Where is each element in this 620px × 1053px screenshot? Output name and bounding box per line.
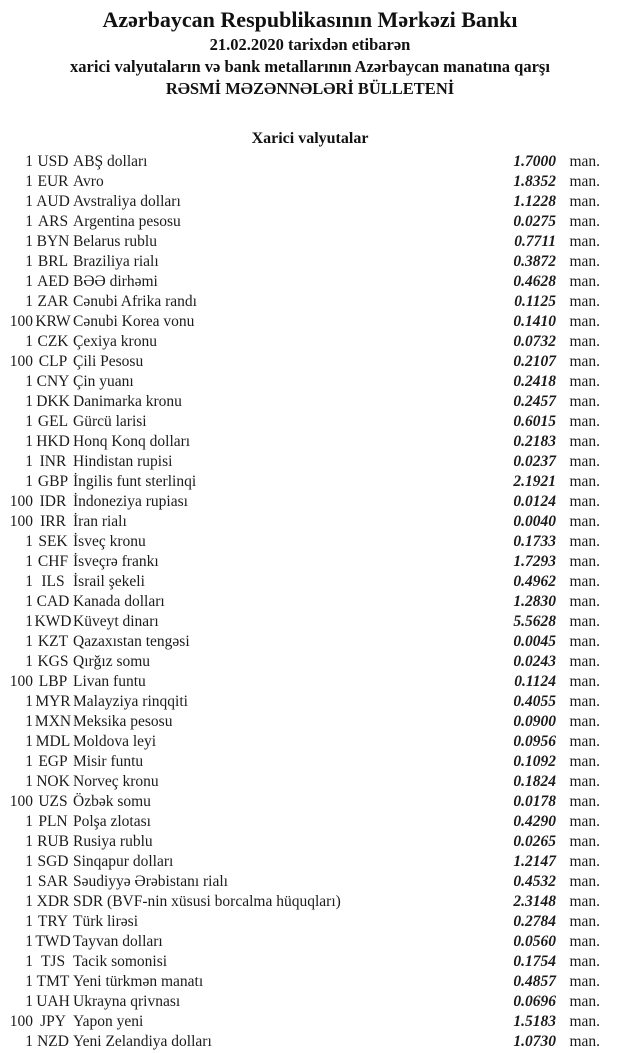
rate-row xyxy=(0,332,620,352)
rate-value-cell: 0.6015 xyxy=(513,413,556,430)
quantity-cell: 1 xyxy=(25,633,33,650)
quantity-cell: 100 xyxy=(9,793,33,810)
unit-cell: man. xyxy=(569,833,600,850)
currency-code-cell: UAH xyxy=(36,993,70,1010)
rate-value-cell: 1.7000 xyxy=(513,153,556,170)
rates-table xyxy=(0,152,620,1052)
rate-row xyxy=(0,852,620,872)
unit-cell: man. xyxy=(569,433,600,450)
currency-code-cell: SAR xyxy=(37,873,69,890)
quantity-cell: 1 xyxy=(25,753,33,770)
currency-name-cell: Cənubi Afrika randı xyxy=(73,293,197,310)
currency-code-cell: GEL xyxy=(37,413,69,430)
rate-value-cell: 0.4628 xyxy=(513,273,556,290)
currency-code-cell: BRL xyxy=(37,253,69,270)
quantity-cell: 1 xyxy=(25,933,33,950)
currency-code-cell: NOK xyxy=(36,773,70,790)
rate-row xyxy=(0,552,620,572)
rate-value-cell: 0.0237 xyxy=(513,453,556,470)
currency-name-cell: SDR (BVF-nin xüsusi borcalma hüquqları) xyxy=(73,893,341,910)
bulletin-title: RƏSMİ MƏZƏNNƏLƏRİ BÜLLETENİ xyxy=(165,79,455,98)
rate-value-cell: 0.0045 xyxy=(513,633,556,650)
unit-cell: man. xyxy=(569,673,600,690)
rate-row xyxy=(0,732,620,752)
unit-cell: man. xyxy=(569,193,600,210)
rate-value-cell: 0.1754 xyxy=(513,953,556,970)
currency-name-cell: Özbək somu xyxy=(73,793,151,810)
currency-code-cell: BYN xyxy=(36,233,70,250)
quantity-cell: 1 xyxy=(25,393,33,410)
currency-name-cell: Livan funtu xyxy=(73,673,146,690)
rate-value-cell: 2.3148 xyxy=(513,893,556,910)
rate-value-cell: 1.5183 xyxy=(513,1013,556,1030)
quantity-cell: 1 xyxy=(25,433,33,450)
unit-cell: man. xyxy=(569,413,600,430)
currency-name-cell: Argentina pesosu xyxy=(73,213,181,230)
currency-code-cell: KGS xyxy=(37,653,69,670)
unit-cell: man. xyxy=(569,913,600,930)
quantity-cell: 1 xyxy=(25,533,33,550)
rate-value-cell: 0.0696 xyxy=(513,993,556,1010)
currency-code-cell: MXN xyxy=(34,713,72,730)
unit-cell: man. xyxy=(569,793,600,810)
currency-code-cell: IDR xyxy=(39,493,67,510)
currency-name-cell: BƏƏ dirhəmi xyxy=(73,273,158,290)
unit-cell: man. xyxy=(569,933,600,950)
unit-cell: man. xyxy=(569,853,600,870)
unit-cell: man. xyxy=(569,553,600,570)
quantity-cell: 1 xyxy=(25,993,33,1010)
unit-cell: man. xyxy=(569,613,600,630)
rate-row xyxy=(0,172,620,192)
currency-code-cell: SGD xyxy=(37,853,69,870)
currency-code-cell: LBP xyxy=(38,673,68,690)
rate-row xyxy=(0,912,620,932)
rate-row xyxy=(0,492,620,512)
currency-code-cell: UZS xyxy=(38,793,68,810)
rate-row xyxy=(0,392,620,412)
rate-row xyxy=(0,692,620,712)
currency-name-cell: İndoneziya rupiası xyxy=(73,493,188,510)
rate-row xyxy=(0,792,620,812)
rate-value-cell: 0.4857 xyxy=(513,973,556,990)
currency-code-cell: ARS xyxy=(37,213,69,230)
rate-row xyxy=(0,672,620,692)
rate-value-cell: 0.0560 xyxy=(513,933,556,950)
rate-row xyxy=(0,752,620,772)
rate-row xyxy=(0,532,620,552)
currency-code-cell: RUB xyxy=(37,833,69,850)
currency-name-cell: Çili Pesosu xyxy=(73,353,144,370)
quantity-cell: 1 xyxy=(25,713,33,730)
rate-row xyxy=(0,572,620,592)
currency-name-cell: İsveç kronu xyxy=(73,533,146,550)
currency-code-cell: ILS xyxy=(41,573,65,590)
currency-code-cell: CNY xyxy=(36,373,70,390)
rate-value-cell: 1.2147 xyxy=(513,853,556,870)
quantity-cell: 1 xyxy=(25,473,33,490)
quantity-cell: 1 xyxy=(25,193,33,210)
currency-code-cell: ZAR xyxy=(37,293,69,310)
unit-cell: man. xyxy=(569,973,600,990)
rate-row xyxy=(0,872,620,892)
unit-cell: man. xyxy=(569,993,600,1010)
quantity-cell: 1 xyxy=(25,293,33,310)
currency-name-cell: Danimarka kronu xyxy=(73,393,182,410)
rate-row xyxy=(0,432,620,452)
currency-code-cell: HKD xyxy=(36,433,70,450)
unit-cell: man. xyxy=(569,1033,600,1050)
quantity-cell: 1 xyxy=(25,953,33,970)
currency-name-cell: Cənubi Korea vonu xyxy=(73,313,195,330)
quantity-cell: 1 xyxy=(25,213,33,230)
rate-value-cell: 0.4962 xyxy=(513,573,556,590)
currency-code-cell: CLP xyxy=(38,353,68,370)
rate-value-cell: 0.0265 xyxy=(513,833,556,850)
currency-code-cell: TMT xyxy=(36,973,70,990)
rate-value-cell: 0.3872 xyxy=(513,253,556,270)
rate-row xyxy=(0,272,620,292)
currency-name-cell: Belarus rublu xyxy=(73,233,157,250)
rate-value-cell: 0.1410 xyxy=(513,313,556,330)
currency-code-cell: AED xyxy=(37,273,69,290)
unit-cell: man. xyxy=(569,513,600,530)
unit-cell: man. xyxy=(569,653,600,670)
unit-cell: man. xyxy=(569,493,600,510)
unit-cell: man. xyxy=(569,253,600,270)
rate-row xyxy=(0,1012,620,1032)
currency-name-cell: Misir funtu xyxy=(73,753,144,770)
unit-cell: man. xyxy=(569,953,600,970)
currency-name-cell: Ukrayna qrivnası xyxy=(73,993,181,1010)
rate-row xyxy=(0,832,620,852)
rate-row xyxy=(0,632,620,652)
currency-code-cell: TWD xyxy=(35,933,71,950)
quantity-cell: 1 xyxy=(25,453,33,470)
rate-value-cell: 0.1092 xyxy=(513,753,556,770)
currency-code-cell: XDR xyxy=(36,893,70,910)
document-header xyxy=(0,6,620,100)
currency-name-cell: Polşa zlotası xyxy=(73,813,151,830)
unit-cell: man. xyxy=(569,333,600,350)
quantity-cell: 1 xyxy=(25,593,33,610)
unit-cell: man. xyxy=(569,873,600,890)
rate-row xyxy=(0,892,620,912)
rate-value-cell: 0.4290 xyxy=(513,813,556,830)
currency-name-cell: Sinqapur dolları xyxy=(73,853,174,870)
rate-value-cell: 0.4532 xyxy=(513,873,556,890)
currency-name-cell: Avro xyxy=(73,173,104,190)
currency-code-cell: KRW xyxy=(35,313,71,330)
unit-cell: man. xyxy=(569,213,600,230)
rate-value-cell: 0.1124 xyxy=(514,673,556,690)
rate-value-cell: 0.2183 xyxy=(513,433,556,450)
quantity-cell: 1 xyxy=(25,573,33,590)
rate-row xyxy=(0,932,620,952)
rate-row xyxy=(0,512,620,532)
quantity-cell: 100 xyxy=(9,1013,33,1030)
currency-code-cell: SEK xyxy=(38,533,68,550)
currency-name-cell: Gürcü larisi xyxy=(73,413,147,430)
quantity-cell: 1 xyxy=(25,873,33,890)
rate-value-cell: 0.1125 xyxy=(514,293,556,310)
rate-value-cell: 0.0178 xyxy=(513,793,556,810)
currency-code-cell: CHF xyxy=(37,553,69,570)
quantity-cell: 1 xyxy=(25,153,33,170)
unit-cell: man. xyxy=(569,753,600,770)
currency-code-cell: CAD xyxy=(36,593,70,610)
currency-name-cell: Norveç kronu xyxy=(73,773,159,790)
unit-cell: man. xyxy=(569,233,600,250)
subtitle-line: xarici valyutaların və bank metallarının Azərbaycan manatına qarşı xyxy=(70,57,550,76)
currency-code-cell: JPY xyxy=(40,1013,66,1030)
rate-value-cell: 0.0243 xyxy=(513,653,556,670)
currency-code-cell: KZT xyxy=(37,633,69,650)
quantity-cell: 1 xyxy=(25,1033,33,1050)
rate-value-cell: 0.1733 xyxy=(513,533,556,550)
quantity-cell: 100 xyxy=(9,673,33,690)
currency-code-cell: CZK xyxy=(37,333,69,350)
rate-value-cell: 1.8352 xyxy=(513,173,556,190)
bank-name-title: Azərbaycan Respublikasının Mərkəzi Bankı xyxy=(102,7,518,32)
quantity-cell: 1 xyxy=(25,373,33,390)
quantity-cell: 1 xyxy=(25,893,33,910)
currency-name-cell: Tayvan dolları xyxy=(73,933,163,950)
currency-name-cell: Malayziya rinqqiti xyxy=(73,693,188,710)
currency-code-cell: GBP xyxy=(37,473,69,490)
rate-value-cell: 0.0040 xyxy=(513,513,556,530)
currency-code-cell: TRY xyxy=(37,913,69,930)
currency-name-cell: Moldova leyi xyxy=(73,733,157,750)
unit-cell: man. xyxy=(569,153,600,170)
unit-cell: man. xyxy=(569,453,600,470)
quantity-cell: 100 xyxy=(9,513,33,530)
rate-row xyxy=(0,952,620,972)
currency-name-cell: İran rialı xyxy=(73,513,127,530)
quantity-cell: 1 xyxy=(25,553,33,570)
currency-code-cell: EUR xyxy=(37,173,69,190)
rate-row xyxy=(0,152,620,172)
rate-row xyxy=(0,1032,620,1052)
unit-cell: man. xyxy=(569,573,600,590)
rate-row xyxy=(0,292,620,312)
quantity-cell: 1 xyxy=(25,233,33,250)
currency-code-cell: AUD xyxy=(36,193,70,210)
rate-value-cell: 0.0956 xyxy=(513,733,556,750)
quantity-cell: 1 xyxy=(25,273,33,290)
unit-cell: man. xyxy=(569,313,600,330)
unit-cell: man. xyxy=(569,813,600,830)
section-title-foreign-currencies: Xarici valyutalar xyxy=(251,130,369,147)
rate-row xyxy=(0,612,620,632)
currency-name-cell: Yeni Zelandiya dolları xyxy=(73,1033,212,1050)
currency-name-cell: Rusiya rublu xyxy=(73,833,153,850)
quantity-cell: 1 xyxy=(25,773,33,790)
quantity-cell: 1 xyxy=(25,693,33,710)
effective-date-line: 21.02.2020 tarixdən etibarən xyxy=(209,35,411,54)
quantity-cell: 100 xyxy=(9,493,33,510)
quantity-cell: 1 xyxy=(25,173,33,190)
currency-name-cell: Səudiyyə Ərəbistanı rialı xyxy=(73,873,228,890)
unit-cell: man. xyxy=(569,353,600,370)
rate-value-cell: 0.1824 xyxy=(513,773,556,790)
unit-cell: man. xyxy=(569,893,600,910)
rate-value-cell: 0.7711 xyxy=(514,233,556,250)
rate-value-cell: 0.4055 xyxy=(513,693,556,710)
rate-row xyxy=(0,652,620,672)
currency-name-cell: Çexiya kronu xyxy=(73,333,157,350)
rate-row xyxy=(0,452,620,472)
currency-name-cell: Tacik somonisi xyxy=(73,953,168,970)
currency-code-cell: KWD xyxy=(34,613,72,630)
quantity-cell: 1 xyxy=(25,973,33,990)
currency-code-cell: INR xyxy=(39,453,67,470)
rate-row xyxy=(0,212,620,232)
unit-cell: man. xyxy=(569,773,600,790)
unit-cell: man. xyxy=(569,473,600,490)
rate-row xyxy=(0,352,620,372)
quantity-cell: 1 xyxy=(25,613,33,630)
currency-name-cell: Honq Konq dolları xyxy=(73,433,191,450)
rate-value-cell: 1.2830 xyxy=(513,593,556,610)
rate-row xyxy=(0,312,620,332)
unit-cell: man. xyxy=(569,593,600,610)
rate-value-cell: 0.2107 xyxy=(513,353,556,370)
unit-cell: man. xyxy=(569,173,600,190)
unit-cell: man. xyxy=(569,273,600,290)
rate-value-cell: 0.0124 xyxy=(513,493,556,510)
unit-cell: man. xyxy=(569,633,600,650)
unit-cell: man. xyxy=(569,693,600,710)
rate-row xyxy=(0,232,620,252)
rate-value-cell: 1.7293 xyxy=(513,553,556,570)
unit-cell: man. xyxy=(569,1013,600,1030)
quantity-cell: 1 xyxy=(25,813,33,830)
unit-cell: man. xyxy=(569,533,600,550)
quantity-cell: 100 xyxy=(9,313,33,330)
currency-name-cell: Çin yuanı xyxy=(73,373,134,390)
quantity-cell: 1 xyxy=(25,733,33,750)
quantity-cell: 1 xyxy=(25,253,33,270)
unit-cell: man. xyxy=(569,373,600,390)
rate-value-cell: 0.2418 xyxy=(513,373,556,390)
currency-code-cell: TJS xyxy=(40,953,66,970)
rate-value-cell: 5.5628 xyxy=(513,613,556,630)
currency-code-cell: NZD xyxy=(37,1033,69,1050)
rate-row xyxy=(0,472,620,492)
currency-code-cell: USD xyxy=(37,153,69,170)
currency-name-cell: Braziliya rialı xyxy=(73,253,159,270)
rate-value-cell: 1.1228 xyxy=(513,193,556,210)
currency-name-cell: Türk lirəsi xyxy=(73,913,138,930)
quantity-cell: 1 xyxy=(25,333,33,350)
rate-row xyxy=(0,412,620,432)
currency-code-cell: EGP xyxy=(38,753,68,770)
currency-code-cell: DKK xyxy=(36,393,70,410)
quantity-cell: 1 xyxy=(25,913,33,930)
currency-name-cell: İngilis funt sterlinqi xyxy=(73,473,197,490)
currency-name-cell: Qazaxıstan tengəsi xyxy=(73,633,190,650)
rate-row xyxy=(0,812,620,832)
rate-row xyxy=(0,992,620,1012)
currency-code-cell: PLN xyxy=(38,813,68,830)
unit-cell: man. xyxy=(569,393,600,410)
currency-code-cell: MYR xyxy=(35,693,71,710)
rate-value-cell: 0.2784 xyxy=(513,913,556,930)
rate-value-cell: 0.2457 xyxy=(513,393,556,410)
rate-value-cell: 0.0900 xyxy=(513,713,556,730)
rate-row xyxy=(0,772,620,792)
currency-name-cell: Yapon yeni xyxy=(73,1013,144,1030)
currency-name-cell: Kanada dolları xyxy=(73,593,165,610)
rate-value-cell: 0.0275 xyxy=(513,213,556,230)
currency-code-cell: IRR xyxy=(40,513,66,530)
currency-name-cell: Meksika pesosu xyxy=(73,713,173,730)
currency-name-cell: Yeni türkmən manatı xyxy=(73,973,204,990)
rate-value-cell: 2.1921 xyxy=(513,473,556,490)
unit-cell: man. xyxy=(569,733,600,750)
currency-name-cell: İsrail şekeli xyxy=(73,573,145,590)
unit-cell: man. xyxy=(569,293,600,310)
quantity-cell: 1 xyxy=(25,833,33,850)
quantity-cell: 1 xyxy=(25,653,33,670)
rate-row xyxy=(0,372,620,392)
rate-value-cell: 1.0730 xyxy=(513,1033,556,1050)
quantity-cell: 1 xyxy=(25,413,33,430)
currency-name-cell: Küveyt dinarı xyxy=(73,613,159,630)
unit-cell: man. xyxy=(569,713,600,730)
currency-code-cell: MDL xyxy=(35,733,71,750)
rate-row xyxy=(0,192,620,212)
rate-value-cell: 0.0732 xyxy=(513,333,556,350)
currency-name-cell: Avstraliya dolları xyxy=(73,193,181,210)
currency-name-cell: Qırğız somu xyxy=(73,653,151,670)
rate-row xyxy=(0,252,620,272)
rate-row xyxy=(0,972,620,992)
rate-row xyxy=(0,712,620,732)
currency-name-cell: Hindistan rupisi xyxy=(73,453,173,470)
quantity-cell: 100 xyxy=(9,353,33,370)
currency-name-cell: İsveçrə frankı xyxy=(73,553,159,570)
quantity-cell: 1 xyxy=(25,853,33,870)
currency-name-cell: ABŞ dolları xyxy=(73,153,148,170)
rate-row xyxy=(0,592,620,612)
